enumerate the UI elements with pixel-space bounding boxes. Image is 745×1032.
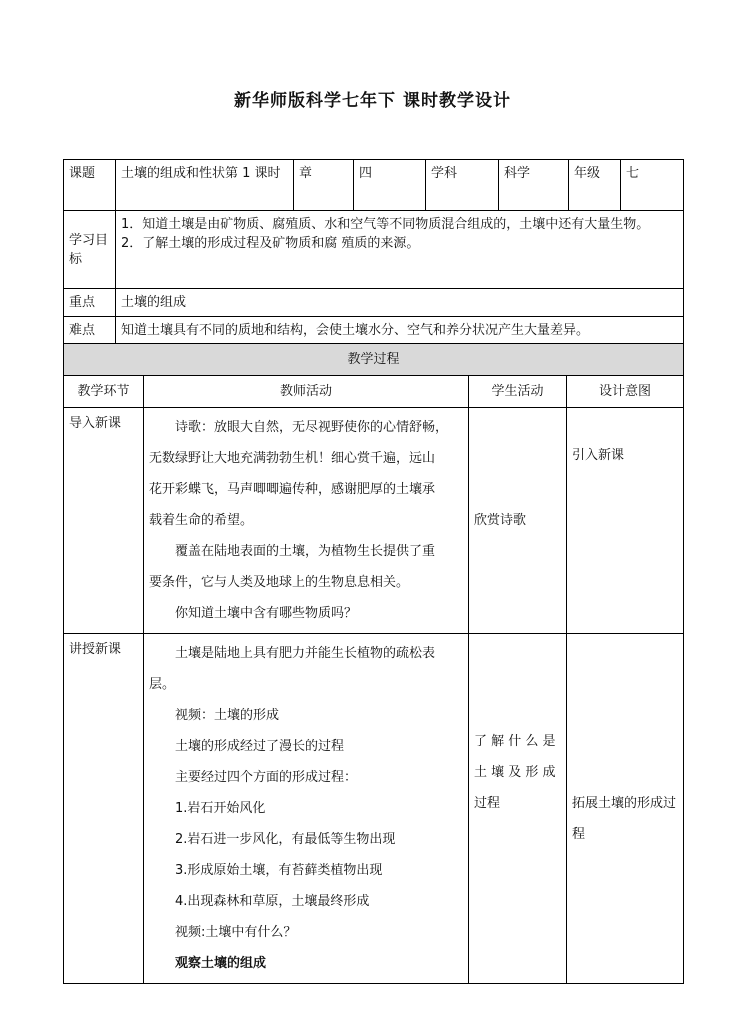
text-line: 花开彩蝶飞，马声唧唧遍传种，感谢肥厚的土壤承 <box>149 482 436 497</box>
chapter-value: 四 <box>354 160 426 211</box>
teacher-activity-cell <box>144 634 469 984</box>
text-line: 覆盖在陆地表面的土壤，为植物生长提供了重 <box>175 544 436 559</box>
key-value: 土壤的组成 <box>116 289 684 317</box>
goal-item-1: 1．知道土壤是由矿物质、腐殖质、水和空气等不同物质混合组成的，土壤中还有大量生物。 <box>121 217 650 232</box>
text-line: 要条件，它与人类及地球上的生物息息相关。 <box>149 575 410 590</box>
table-row <box>64 634 684 984</box>
text-line: 土壤的形成经过了漫长的过程 <box>175 739 345 754</box>
table-row <box>64 408 684 634</box>
difficulty-value: 知道土壤具有不同的质地和结构，会使土壤水分、空气和养分状况产生大量差异。 <box>116 317 684 345</box>
topic-label: 课题 <box>64 160 116 211</box>
text-line: 4.出现森林和草原，土壤最终形成 <box>175 894 370 909</box>
text-line: 载着生命的希望。 <box>149 513 254 528</box>
text-line: 诗歌：放眼大自然，无尽视野使你的心情舒畅， <box>175 420 449 435</box>
stage-cell: 导入新课 <box>64 408 144 634</box>
intent-cell: 拓展土壤的形成过程 <box>567 634 684 984</box>
text-line: 土壤是陆地上具有肥力并能生长植物的疏松表 <box>175 646 436 661</box>
text-line: 无数绿野让大地充满勃勃生机！细心赏千遍，远山 <box>149 451 436 466</box>
intent-cell: 引入新课 <box>567 408 684 634</box>
goal-item-2: 2．了解土壤的形成过程及矿物质和腐 殖质的来源。 <box>121 236 420 251</box>
col-header-stage: 教学环节 <box>64 376 144 408</box>
teacher-activity-cell <box>144 408 469 634</box>
chapter-label: 章 <box>294 160 354 211</box>
student-activity-cell: 欣赏诗歌 <box>469 408 567 634</box>
col-header-intent: 设计意图 <box>567 376 684 408</box>
topic-value: 土壤的组成和性状第 1 课时 <box>116 160 294 211</box>
document-title: 新华师版科学七年下 课时教学设计 <box>234 91 511 111</box>
text-line: 你知道土壤中含有哪些物质吗？ <box>175 606 358 621</box>
stage-cell: 讲授新课 <box>64 634 144 984</box>
text-line: 3.形成原始土壤，有苔藓类植物出现 <box>175 863 383 878</box>
col-header-student: 学生活动 <box>469 376 567 408</box>
key-label: 重点 <box>64 289 116 317</box>
text-line: 视频：土壤的形成 <box>175 708 280 723</box>
subject-label: 学科 <box>426 160 499 211</box>
text-line: 层。 <box>149 677 176 692</box>
text-line: 观察土壤的组成 <box>175 956 267 971</box>
student-activity-cell: 了 解 什 么 是 土 壤 及 形 成 过程 <box>469 634 567 984</box>
subject-value: 科学 <box>499 160 569 211</box>
process-header: 教学过程 <box>64 344 684 376</box>
grade-value: 七 <box>621 160 684 211</box>
text-line: 主要经过四个方面的形成过程： <box>175 770 358 785</box>
goals-list <box>116 211 684 289</box>
text-line: 视频:土壤中有什么？ <box>175 925 297 940</box>
teaching-process-table <box>63 343 684 984</box>
lesson-info-table <box>63 159 684 345</box>
goals-label: 学习目标 <box>64 211 116 289</box>
col-header-teacher: 教师活动 <box>144 376 469 408</box>
text-line: 1.岩石开始风化 <box>175 801 266 816</box>
grade-label: 年级 <box>569 160 621 211</box>
difficulty-label: 难点 <box>64 317 116 345</box>
text-line: 2.岩石进一步风化，有最低等生物出现 <box>175 832 396 847</box>
